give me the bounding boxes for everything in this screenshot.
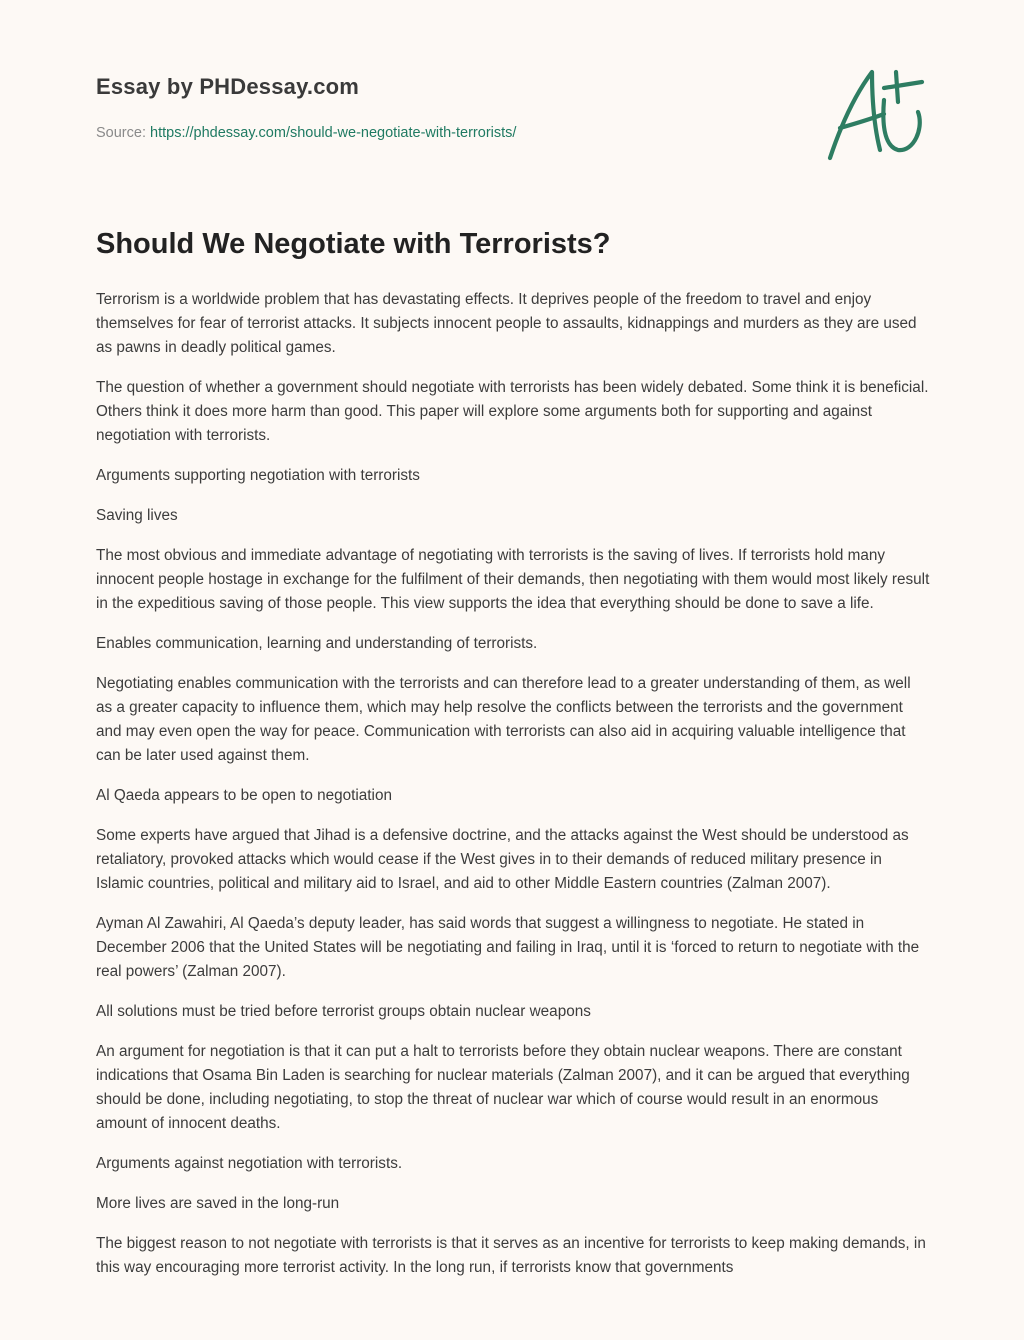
subsection-heading: Al Qaeda appears to be open to negotiation bbox=[96, 787, 392, 804]
page-header bbox=[96, 74, 928, 141]
paragraph: The question of whether a government should negotiate with terrorists has been widely debated. Some think it is beneficial. Others think it does more harm than good. This paper will explore some arguments both for supporting and against negotiation with terrorists. bbox=[96, 379, 929, 444]
paragraph: The biggest reason to not negotiate with terrorists is that it serves as an incentive for terrorists to keep making demands, in this way encouraging more terrorist activity. In the long run, if terrorists know that governments bbox=[96, 1235, 926, 1276]
subsection-heading: More lives are saved in the long-run bbox=[96, 1195, 340, 1212]
a-plus-grade-icon bbox=[822, 66, 932, 166]
paragraph: Negotiating enables communication with the terrorists and can therefore lead to a greater understanding of them, as well as a greater capacity to influence them, which may help resolve the conflicts between the terrorists and the government and may even open the way for peace. Communication with terrorists can also aid in acquiring valuable intelligence that can be later used against them. bbox=[96, 675, 911, 764]
paragraph: Terrorism is a worldwide problem that has devastating effects. It deprives people of the freedom to travel and enjoy themselves for fear of terrorist attacks. It subjects innocent people to assaults, kidnappings and murders as they are used as pawns in deadly political games. bbox=[96, 291, 917, 356]
source-label: Source: bbox=[96, 125, 146, 141]
source-link[interactable]: https://phdessay.com/should-we-negotiate-with-terrorists/ bbox=[150, 125, 517, 141]
section-heading: Arguments against negotiation with terrorists. bbox=[96, 1155, 403, 1172]
paragraph: The most obvious and immediate advantage of negotiating with terrorists is the saving of lives. If terrorists hold many innocent people hostage in exchange for the fulfilment of their demands, then negotiating with them would most likely result in the expeditious saving of those people. This view supports the idea that everything should be done to save a life. bbox=[96, 547, 930, 612]
subsection-heading: Saving lives bbox=[96, 507, 178, 524]
site-brand: Essay by PHDessay.com bbox=[96, 74, 360, 99]
paragraph: An argument for negotiation is that it can put a halt to terrorists before they obtain nuclear weapons. There are constant indications that Osama Bin Laden is searching for nuclear materials (Zalman 2007), and it can be argued that everything should be done, including negotiating, to stop the threat of nuclear war which of course would result in an enormous amount of innocent deaths. bbox=[96, 1043, 910, 1132]
source-line bbox=[96, 125, 928, 141]
essay-article bbox=[96, 226, 930, 1296]
essay-title: Should We Negotiate with Terrorists? bbox=[96, 228, 611, 260]
section-heading: Arguments supporting negotiation with terrorists bbox=[96, 467, 420, 484]
subsection-heading: Enables communication, learning and understanding of terrorists. bbox=[96, 635, 538, 652]
paragraph: Ayman Al Zawahiri, Al Qaeda’s deputy leader, has said words that suggest a willingness to negotiate. He stated in December 2006 that the United States will be negotiating and failing in Iraq, until it is ‘forced to return to negotiate with the real powers’ (Zalman 2007). bbox=[96, 915, 920, 980]
subsection-heading: All solutions must be tried before terrorist groups obtain nuclear weapons bbox=[96, 1003, 591, 1020]
paragraph: Some experts have argued that Jihad is a defensive doctrine, and the attacks against the West should be understood as retaliatory, provoked attacks which would cease if the West gives in to their demands of reduced military presence in Islamic countries, political and military aid to Israel, and aid to other Middle Eastern countries (Zalman 2007). bbox=[96, 827, 909, 892]
